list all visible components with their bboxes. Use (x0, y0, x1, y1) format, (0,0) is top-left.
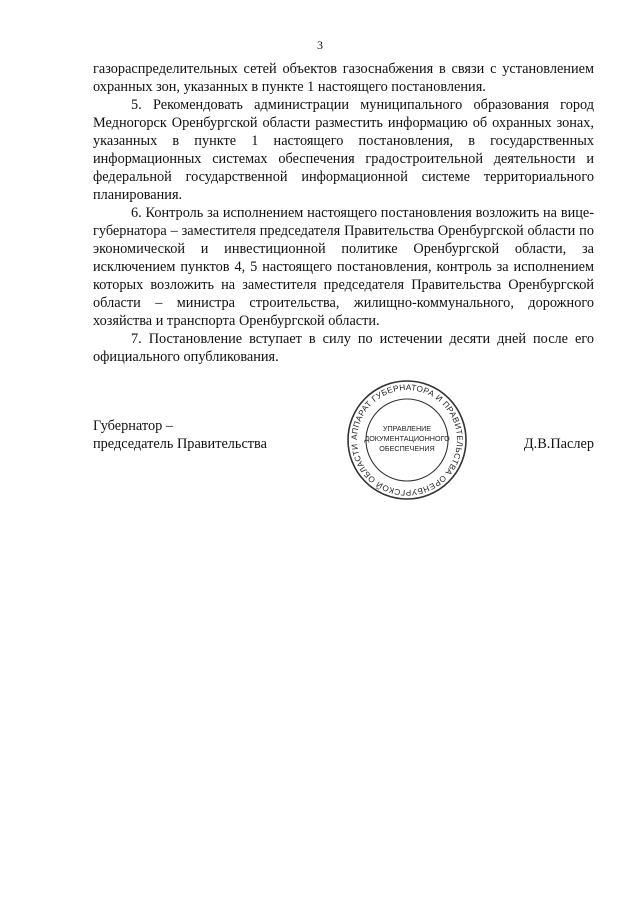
signatory-position-line-2: председатель Правительства (93, 436, 267, 452)
page-number: 3 (317, 38, 323, 52)
signatory-position-line-1: Губернатор – (93, 418, 173, 434)
paragraph-item-7: 7. Постановление вступает в силу по истечении десяти дней после его официального опубликования. (93, 331, 594, 365)
signatory-name: Д.В.Паслер (523, 436, 594, 452)
paragraph-item-5: 5. Рекомендовать администрации муниципального образования город Медногорск Оренбургской области разместить информацию об охранных зонах, указанных в пункте 1 настоящего постановления, в государственных информационных системах обеспечения градостроительной деятельности и федеральной государственной информационной системе территориального планирования. (93, 97, 594, 203)
signatory-position (93, 417, 267, 453)
paragraph-item-6: 6. Контроль за исполнением настоящего постановления возложить на вице-губернатора – заместителя председателя Правительства Оренбургской области по экономической и инвестиционной политике Оренбургской области, за исключением пунктов 4, 5 настоящего постановления, контроль за исполнением которых возложить на заместителя председателя Правительства Оренбургской области – министра строительства, жилищно-коммунального, дорожного хозяйства и транспорта Оренбургской области. (93, 205, 594, 329)
seal-center-line-1: УПРАВЛЕНИЕ (382, 424, 432, 433)
official-seal (345, 378, 469, 502)
paragraph-continuation: газораспределительных сетей объектов газоснабжения в связи с установлением охранных зон, указанных в пункте 1 настоящего постановления. (93, 61, 594, 95)
seal-center-line-3: ОБЕСПЕЧЕНИЯ (379, 444, 435, 453)
seal-center-line-2: ДОКУМЕНТАЦИОННОГО (364, 434, 450, 443)
seal-ring-text: АППАРАТ ГУБЕРНАТОРА И ПРАВИТЕЛЬСТВА ОРЕНБУРГСКОЙ ОБЛАСТИ (349, 382, 465, 498)
document-body (93, 60, 594, 366)
